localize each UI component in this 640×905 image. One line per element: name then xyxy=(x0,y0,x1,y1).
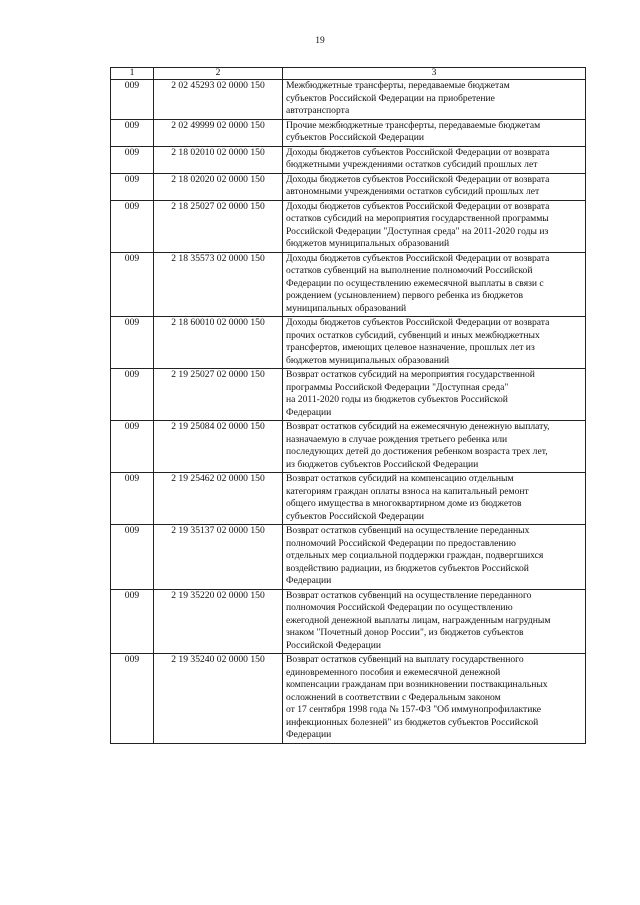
description-line: муниципальных образований xyxy=(286,302,407,314)
description-line: Прочие межбюджетные трансферты, передаваемые бюджетам xyxy=(286,119,541,131)
admin-code-cell: 009 xyxy=(111,473,154,525)
description-line: прочих остатков субсидий, субвенций и иных межбюджетных xyxy=(286,329,540,341)
admin-code-cell: 009 xyxy=(111,200,154,252)
budget-code-cell: 2 19 35240 02 0000 150 xyxy=(154,654,283,744)
budget-code-cell: 2 02 45293 02 0000 150 xyxy=(154,80,283,120)
table-row xyxy=(111,317,586,369)
table-row xyxy=(111,421,586,473)
admin-code-cell: 009 xyxy=(111,369,154,421)
table-row xyxy=(111,252,586,317)
description-cell xyxy=(283,119,586,146)
budget-code-cell: 2 18 02010 02 0000 150 xyxy=(154,146,283,173)
table-row xyxy=(111,80,586,120)
description-line: последующих детей до достижения ребенком возраста трех лет, xyxy=(286,446,548,457)
budget-code-cell: 2 18 60010 02 0000 150 xyxy=(154,317,283,369)
description-line: категориям граждан оплаты взноса на капитальный ремонт xyxy=(286,485,529,497)
budget-code-cell: 2 18 35573 02 0000 150 xyxy=(154,252,283,317)
description-cell xyxy=(283,589,586,654)
budget-code-cell: 2 02 49999 02 0000 150 xyxy=(154,119,283,146)
budget-code-cell: 2 19 35137 02 0000 150 xyxy=(154,525,283,590)
admin-code-cell: 009 xyxy=(111,421,154,473)
description-line: общего имущества в многоквартирном доме из бюджетов xyxy=(286,498,522,509)
description-line: остатков субвенций на выполнение полномочий Российской xyxy=(286,265,533,276)
description-cell xyxy=(283,317,586,369)
description-line: полномочий Российской Федерации по предоставлению xyxy=(286,537,516,549)
description-line: из бюджетов субъектов Российской Федерации xyxy=(286,458,479,470)
admin-code-cell: 009 xyxy=(111,252,154,317)
description-line: от 17 сентября 1998 года № 157-ФЗ "Об иммунопрофилактике xyxy=(286,704,542,715)
description-cell xyxy=(283,473,586,525)
description-line: Возврат остатков субсидий на ежемесячную денежную выплату, xyxy=(286,421,550,432)
description-line: автотранспорта xyxy=(286,105,350,116)
budget-code-cell: 2 18 25027 02 0000 150 xyxy=(154,200,283,252)
description-line: назначаемую в случае рождения третьего ребенка или xyxy=(286,433,508,445)
description-line: субъектов Российской Федерации на приобретение xyxy=(286,92,495,104)
description-line: Возврат остатков субвенций на осуществление переданного xyxy=(286,589,532,601)
description-line: Доходы бюджетов субъектов Российской Федерации от возврата xyxy=(286,317,550,328)
admin-code-cell: 009 xyxy=(111,173,154,200)
table-row xyxy=(111,200,586,252)
table-row xyxy=(111,173,586,200)
description-line: Федерации xyxy=(286,575,332,586)
description-line: бюджетными учреждениями остатков субсидий прошлых лет xyxy=(286,159,538,170)
description-line: автономными учреждениями остатков субсидий прошлых лет xyxy=(286,186,540,197)
description-line: Доходы бюджетов субъектов Российской Федерации от возврата xyxy=(286,200,550,212)
description-line: Федерации по осуществлению ежемесячной выплаты в связи с xyxy=(286,277,544,289)
table-body xyxy=(111,68,586,744)
description-line: отдельных мер социальной поддержки граждан, подвергшихся xyxy=(286,550,544,561)
description-cell xyxy=(283,252,586,317)
table-row xyxy=(111,654,586,744)
description-line: программы Российской Федерации "Доступная среда" xyxy=(286,381,509,393)
admin-code-cell: 009 xyxy=(111,146,154,173)
description-cell xyxy=(283,146,586,173)
description-line: Возврат остатков субвенций на осуществление переданных xyxy=(286,525,530,536)
description-line: Возврат остатков субвенций на выплату государственного xyxy=(286,654,524,665)
table-row xyxy=(111,525,586,590)
description-line: субъектов Российской Федерации xyxy=(286,510,424,522)
description-line: Возврат остатков субсидий на компенсацию отдельным xyxy=(286,473,514,484)
header-cell-1: 1 xyxy=(111,68,154,80)
description-line: субъектов Российской Федерации xyxy=(286,132,424,143)
description-line: компенсации гражданам при возникновении поствакцинальных xyxy=(286,679,548,690)
description-line: полномочия Российской Федерации по осуществлению xyxy=(286,602,513,613)
description-cell xyxy=(283,173,586,200)
admin-code-cell: 009 xyxy=(111,525,154,590)
description-line: трансфертов, имеющих целевое назначение, прошлых лет из xyxy=(286,342,535,353)
description-line: Доходы бюджетов субъектов Российской Федерации от возврата xyxy=(286,252,550,264)
description-line: осложнений в соответствии с Федеральным законом xyxy=(286,691,501,703)
budget-code-cell: 2 19 25084 02 0000 150 xyxy=(154,421,283,473)
description-line: Возврат остатков субсидий на мероприятия государственной xyxy=(286,369,535,380)
table-row xyxy=(111,146,586,173)
description-line: Федерации xyxy=(286,729,332,740)
description-cell xyxy=(283,200,586,252)
description-cell xyxy=(283,421,586,473)
description-line: Российской Федерации "Доступная среда" на 2011-2020 годы из xyxy=(286,225,549,237)
description-line: единовременного пособия и ежемесячной денежной xyxy=(286,666,501,678)
budget-code-cell: 2 18 02020 02 0000 150 xyxy=(154,173,283,200)
admin-code-cell: 009 xyxy=(111,589,154,654)
header-cell-2: 2 xyxy=(154,68,283,80)
description-line: бюджетов муниципальных образований xyxy=(286,238,450,249)
description-cell xyxy=(283,369,586,421)
table-row xyxy=(111,369,586,421)
admin-code-cell: 009 xyxy=(111,317,154,369)
table-row xyxy=(111,119,586,146)
description-line: воздействию радиации, из бюджетов субъектов Российской xyxy=(286,562,529,574)
admin-code-cell: 009 xyxy=(111,654,154,744)
page-number: 19 xyxy=(315,36,325,46)
description-line: остатков субсидий на мероприятия государственной программы xyxy=(286,213,549,224)
description-line: Доходы бюджетов субъектов Российской Федерации от возврата xyxy=(286,146,550,158)
budget-code-cell: 2 19 35220 02 0000 150 xyxy=(154,589,283,654)
budget-code-cell: 2 19 25027 02 0000 150 xyxy=(154,369,283,421)
admin-code-cell: 009 xyxy=(111,119,154,146)
description-line: рождением (усыновлением) первого ребенка из бюджетов xyxy=(286,290,524,301)
description-cell xyxy=(283,80,586,120)
budget-table xyxy=(110,67,586,744)
description-cell xyxy=(283,654,586,744)
description-line: инфекционных болезней" из бюджетов субъектов Российской xyxy=(286,716,539,728)
description-line: бюджетов муниципальных образований xyxy=(286,354,450,366)
description-line: Российской Федерации xyxy=(286,639,381,651)
description-line: Федерации xyxy=(286,406,332,418)
budget-code-cell: 2 19 25462 02 0000 150 xyxy=(154,473,283,525)
description-line: знаком "Почетный донор России", из бюджетов субъектов xyxy=(286,627,524,638)
description-line: на 2011-2020 годы из бюджетов субъектов Российской xyxy=(286,394,508,405)
header-cell-3: 3 xyxy=(283,68,586,80)
table-header-row xyxy=(111,68,586,80)
description-line: Межбюджетные трансферты, передаваемые бюджетам xyxy=(286,80,510,91)
description-line: Доходы бюджетов субъектов Российской Федерации от возврата xyxy=(286,173,550,185)
description-cell xyxy=(283,525,586,590)
description-line: ежегодной денежной выплаты лицам, награжденным нагрудным xyxy=(286,614,551,626)
table-row xyxy=(111,473,586,525)
admin-code-cell: 009 xyxy=(111,80,154,120)
table-row xyxy=(111,589,586,654)
